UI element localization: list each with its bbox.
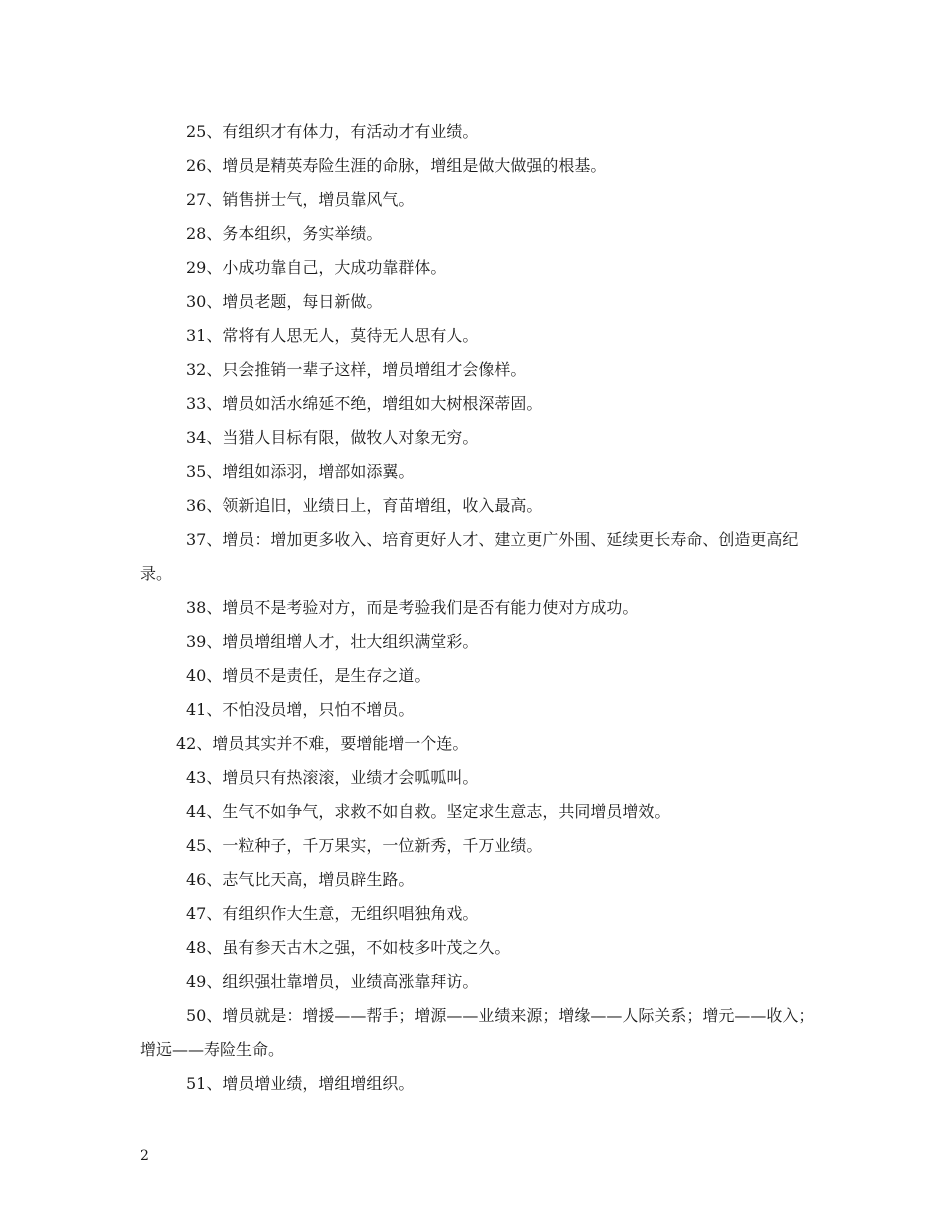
paragraph-29: 29、小成功靠自己，大成功靠群体。 (186, 258, 447, 277)
paragraph-46: 46、志气比天高，增员辟生路。 (186, 870, 415, 889)
page-number: 2 (140, 1148, 149, 1164)
paragraph-26: 26、增员是精英寿险生涯的命脉，增组是做大做强的根基。 (186, 156, 607, 175)
paragraph-37: 37、增员：增加更多收入、培育更好人才、建立更广外围、延续更长寿命、创造更高纪录。 (140, 530, 799, 583)
paragraph-25: 25、有组织才有体力，有活动才有业绩。 (186, 122, 479, 141)
paragraph-34: 34、当猎人目标有限，做牧人对象无穷。 (186, 428, 479, 447)
paragraph-30: 30、增员老题，每日新做。 (186, 292, 383, 311)
paragraph-35: 35、增组如添羽，增部如添翼。 (186, 462, 415, 481)
paragraph-51: 51、增员增业绩，增组增组织。 (186, 1074, 415, 1093)
paragraph-49: 49、组织强壮靠增员，业绩高涨靠拜访。 (186, 972, 479, 991)
paragraph-45: 45、一粒种子，千万果实，一位新秀，千万业绩。 (186, 836, 543, 855)
paragraph-44: 44、生气不如争气，求救不如自救。坚定求生意志，共同增员增效。 (186, 802, 671, 821)
paragraph-47: 47、有组织作大生意，无组织唱独角戏。 (186, 904, 479, 923)
paragraph-42: 42、增员其实并不难，要增能增一个连。 (176, 734, 469, 753)
paragraph-48: 48、虽有参天古木之强，不如枝多叶茂之久。 (186, 938, 511, 957)
paragraph-39: 39、增员增组增人才，壮大组织满堂彩。 (186, 632, 479, 651)
paragraph-40: 40、增员不是责任，是生存之道。 (186, 666, 431, 685)
paragraph-38: 38、增员不是考验对方，而是考验我们是否有能力使对方成功。 (186, 598, 639, 617)
paragraph-33: 33、增员如活水绵延不绝，增组如大树根深蒂固。 (186, 394, 543, 413)
paragraph-32: 32、只会推销一辈子这样，增员增组才会像样。 (186, 360, 527, 379)
paragraph-43: 43、增员只有热滚滚，业绩才会呱呱叫。 (186, 768, 479, 787)
document-body (140, 115, 815, 1101)
paragraph-50: 50、增员就是：增援——帮手；增源——业绩来源；增缘——人际关系；增元——收入；增远——寿险生命。 (140, 1006, 815, 1059)
paragraph-28: 28、务本组织，务实举绩。 (186, 224, 383, 243)
paragraph-41: 41、不怕没员增，只怕不增员。 (186, 700, 415, 719)
paragraph-36: 36、领新追旧，业绩日上，育苗增组，收入最高。 (186, 496, 543, 515)
paragraph-27: 27、销售拼士气，增员靠风气。 (186, 190, 415, 209)
paragraph-31: 31、常将有人思无人，莫待无人思有人。 (186, 326, 479, 345)
